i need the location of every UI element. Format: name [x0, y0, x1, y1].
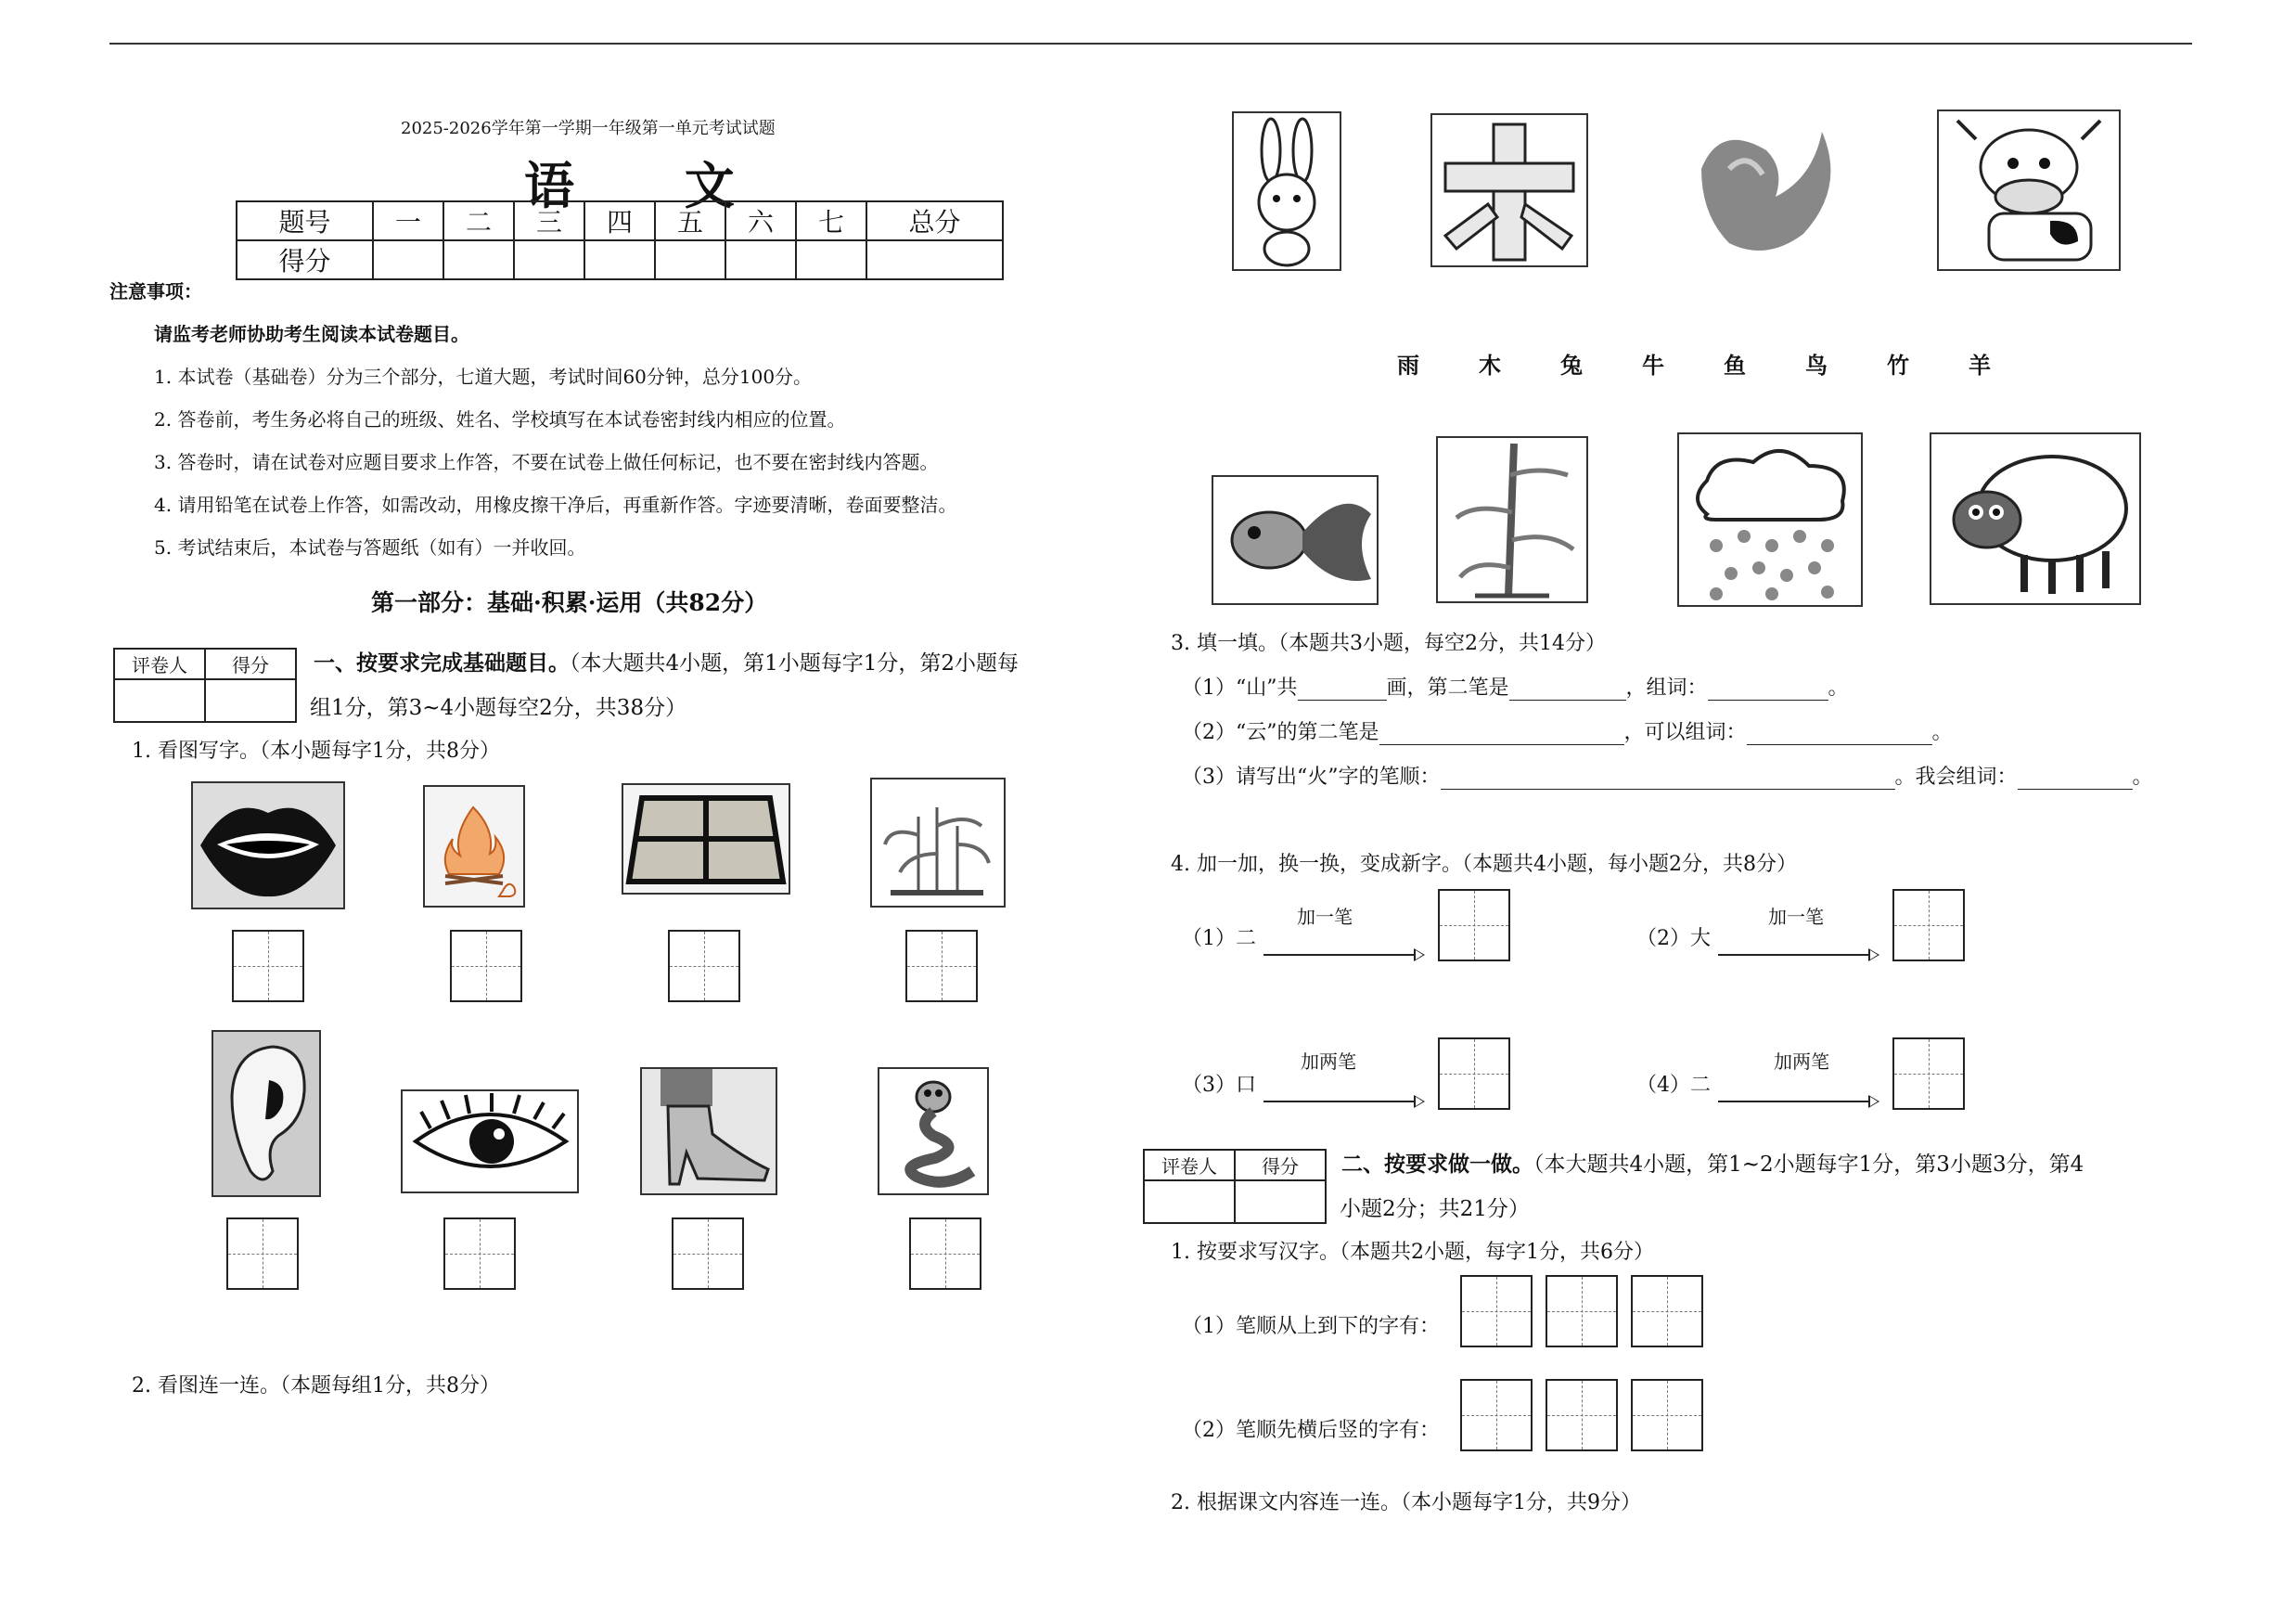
- seedling-picture: [870, 778, 1006, 908]
- q1-4-item-label: （2）大: [1636, 927, 1711, 950]
- q1-3-line2: [1182, 716, 1953, 745]
- arrow-icon: [1718, 954, 1878, 956]
- score-header-cell: 总分: [866, 201, 1003, 240]
- match-char-row: [1397, 347, 2050, 380]
- foot-icon: [642, 1069, 776, 1193]
- answer-blank[interactable]: [1441, 789, 1895, 790]
- bird-picture: [1681, 111, 1852, 269]
- section2-title: [1341, 1147, 2084, 1178]
- score-cell[interactable]: [655, 240, 725, 279]
- score-header-cell: 四: [584, 201, 655, 240]
- q1-3-text: 画，第二笔是: [1386, 676, 1509, 700]
- answer-blank[interactable]: [1509, 700, 1626, 701]
- q2-2-title: 2. 根据课文内容连一连。（本小题每字1分，共9分）: [1171, 1491, 1641, 1514]
- write-grid[interactable]: [668, 930, 740, 1002]
- score-header-cell: 题号: [237, 201, 373, 240]
- q1-3-text: 。: [1828, 676, 1849, 700]
- write-grid[interactable]: [1460, 1379, 1533, 1451]
- grader-cell[interactable]: [114, 679, 205, 722]
- top-rule: [109, 43, 2192, 45]
- grader-cell[interactable]: [1235, 1180, 1326, 1223]
- note-item: 3. 答卷时，请在试卷对应题目要求上作答，不要在试卷上做任何标记，也不要在密封线内答题。: [154, 451, 939, 473]
- q1-3-text: 。: [2132, 766, 2153, 789]
- score-header-cell: 七: [796, 201, 866, 240]
- foot-picture: [640, 1067, 777, 1195]
- eye-picture: [401, 1089, 579, 1193]
- write-grid[interactable]: [909, 1217, 981, 1290]
- q1-4-operation: 加两笔: [1774, 1050, 1829, 1073]
- score-header-cell: 一: [373, 201, 443, 240]
- q2-1-title: 1. 按要求写汉字。（本题共2小题，每字1分，共6分）: [1171, 1241, 1654, 1264]
- answer-blank[interactable]: [1708, 700, 1828, 701]
- q1-4-item-label: （4）二: [1636, 1074, 1711, 1097]
- write-grid[interactable]: [1892, 1037, 1965, 1110]
- ear-icon: [213, 1032, 319, 1195]
- match-char[interactable]: 兔: [1560, 352, 1583, 379]
- write-grid[interactable]: [1460, 1275, 1533, 1347]
- score-cell[interactable]: [443, 240, 514, 279]
- section1-title: [314, 646, 1019, 676]
- score-row-label: 得分: [237, 240, 373, 279]
- arrow-icon: [1718, 1101, 1878, 1102]
- q1-4-title: 4. 加一加，换一换，变成新字。（本题共4小题，每小题2分，共8分）: [1171, 853, 1797, 876]
- q1-1-title: 1. 看图写字。（本小题每字1分，共8分）: [132, 740, 500, 763]
- q2-1-line1: （1）笔顺从上到下的字有：: [1182, 1315, 1440, 1338]
- score-cell[interactable]: [373, 240, 443, 279]
- arrow-icon: [1263, 954, 1423, 956]
- bird-icon: [1683, 113, 1850, 267]
- answer-blank[interactable]: [1298, 700, 1387, 701]
- cow-picture: [1937, 109, 2121, 271]
- ear-picture: [212, 1030, 321, 1197]
- fire-icon: [425, 787, 523, 906]
- q2-1-line2: （2）笔顺先横后竖的字有：: [1182, 1419, 1440, 1442]
- write-grid[interactable]: [1546, 1275, 1618, 1347]
- q1-4-item-label: （3）口: [1182, 1074, 1256, 1097]
- match-char[interactable]: 鸟: [1805, 352, 1828, 379]
- q1-3-text: ，可以组词：: [1623, 721, 1747, 744]
- score-cell[interactable]: [796, 240, 866, 279]
- wood-icon: [1432, 115, 1586, 265]
- score-header-cell: 三: [514, 201, 584, 240]
- q1-4-operation: 加一笔: [1297, 906, 1353, 928]
- fish-picture: [1212, 475, 1379, 605]
- score-header-cell: 二: [443, 201, 514, 240]
- exam-subtitle: 2025-2026学年第一学期一年级第一单元考试试题: [401, 119, 776, 138]
- match-char[interactable]: 鱼: [1724, 352, 1746, 379]
- part1-title: 第一部分：基础·积累·运用（共82分）: [371, 589, 768, 616]
- section2-title-bold: 二、按要求做一做。: [1341, 1152, 1533, 1177]
- q1-4-item-label: （1）二: [1182, 927, 1256, 950]
- rabbit-picture: [1232, 111, 1341, 271]
- sheep-icon: [1931, 434, 2139, 603]
- match-char[interactable]: 羊: [1969, 352, 1991, 379]
- section2-title-line2: 小题2分；共21分）: [1340, 1197, 1530, 1221]
- score-table: [236, 200, 1004, 280]
- write-grid[interactable]: [1892, 889, 1965, 961]
- note-item: 5. 考试结束后，本试卷与答题纸（如有）一并收回。: [154, 536, 586, 559]
- grader-label: 得分: [205, 649, 296, 679]
- section1-title-line2: 组1分，第3~4小题每空2分，共38分）: [310, 696, 687, 720]
- bamboo-picture: [1436, 436, 1588, 603]
- write-grid[interactable]: [1631, 1379, 1703, 1451]
- score-cell[interactable]: [514, 240, 584, 279]
- grader-label: 评卷人: [114, 649, 205, 679]
- q1-3-text: 。我会组词：: [1894, 766, 2018, 789]
- field-icon: [623, 785, 789, 893]
- mouth-picture: [191, 781, 345, 909]
- cow-icon: [1939, 111, 2119, 269]
- answer-blank[interactable]: [2018, 789, 2133, 790]
- q1-3-text: （2）“云”的第二笔是: [1182, 721, 1379, 744]
- q1-2-title: 2. 看图连一连。（本题每组1分，共8分）: [132, 1374, 500, 1398]
- exam-title: 语 文: [524, 156, 781, 215]
- fire-picture: [423, 785, 525, 908]
- q1-3-line3: [1182, 761, 2153, 790]
- sheep-picture: [1930, 432, 2141, 605]
- match-char[interactable]: 雨: [1397, 352, 1419, 379]
- note-item: 2. 答卷前，考生务必将自己的班级、姓名、学校填写在本试卷密封线内相应的位置。: [154, 408, 846, 431]
- write-grid[interactable]: [1438, 1037, 1510, 1110]
- rabbit-icon: [1234, 113, 1340, 269]
- write-grid[interactable]: [1631, 1275, 1703, 1347]
- match-char[interactable]: 竹: [1887, 352, 1909, 379]
- q1-3-title: 3. 填一填。（本题共3小题，每空2分，共14分）: [1171, 632, 1606, 655]
- write-grid[interactable]: [450, 930, 522, 1002]
- write-grid[interactable]: [672, 1217, 744, 1290]
- match-char[interactable]: 牛: [1642, 352, 1664, 379]
- note-item: 4. 请用铅笔在试卷上作答，如需改动，用橡皮擦干净后，再重新作答。字迹要清晰，卷面要整洁。: [154, 494, 957, 516]
- q1-3-text: ，组词：: [1625, 676, 1708, 700]
- write-grid[interactable]: [1438, 889, 1510, 961]
- q1-4-operation: 加一笔: [1768, 906, 1824, 928]
- write-grid[interactable]: [905, 930, 978, 1002]
- grader-label: 评卷人: [1144, 1150, 1235, 1180]
- fish-icon: [1213, 477, 1377, 603]
- q1-3-text: 。: [1931, 721, 1953, 744]
- section1-title-rest: （本大题共4小题，第1小题每字1分，第2小题每: [570, 651, 1020, 676]
- q1-4-operation: 加两笔: [1301, 1050, 1356, 1073]
- field-picture: [622, 783, 790, 895]
- write-grid[interactable]: [443, 1217, 516, 1290]
- mouth-icon: [193, 783, 343, 908]
- score-cell[interactable]: [866, 240, 1003, 279]
- grader-box-2: [1143, 1149, 1327, 1224]
- note-item: 1. 本试卷（基础卷）分为三个部分，七道大题，考试时间60分钟，总分100分。: [154, 366, 813, 388]
- grader-box-1: [113, 648, 297, 723]
- arrow-icon: [1263, 1101, 1423, 1102]
- answer-blank[interactable]: [1747, 744, 1932, 745]
- wood-picture: [1430, 113, 1588, 267]
- write-grid[interactable]: [1546, 1379, 1618, 1451]
- notes-lead: 请监考老师协助考生阅读本试卷题目。: [154, 323, 469, 345]
- section1-title-bold: 一、按要求完成基础题目。: [314, 650, 570, 676]
- grader-cell[interactable]: [205, 679, 296, 722]
- section2-title-rest: （本大题共4小题，第1~2小题每字1分，第3小题3分，第4: [1533, 1153, 2084, 1177]
- score-header-cell: 五: [655, 201, 725, 240]
- notes-heading: 注意事项：: [109, 280, 202, 303]
- score-cell[interactable]: [584, 240, 655, 279]
- bamboo-icon: [1438, 438, 1586, 601]
- snake-picture: [878, 1067, 989, 1195]
- q1-3-text: （3）请写出“火”字的笔顺：: [1182, 766, 1441, 789]
- rain-icon: [1679, 434, 1861, 605]
- match-char[interactable]: 木: [1479, 352, 1501, 379]
- write-grid[interactable]: [232, 930, 304, 1002]
- q1-3-text: （1）“山”共: [1182, 676, 1298, 700]
- snake-icon: [879, 1069, 987, 1193]
- score-cell[interactable]: [725, 240, 796, 279]
- answer-blank[interactable]: [1379, 744, 1624, 745]
- grader-label: 得分: [1235, 1150, 1326, 1180]
- write-grid[interactable]: [226, 1217, 299, 1290]
- seedling-icon: [872, 779, 1004, 906]
- q1-3-line1: [1182, 672, 1849, 701]
- score-header-cell: 六: [725, 201, 796, 240]
- rain-picture: [1677, 432, 1863, 607]
- eye-icon: [403, 1091, 577, 1191]
- grader-cell[interactable]: [1144, 1180, 1235, 1223]
